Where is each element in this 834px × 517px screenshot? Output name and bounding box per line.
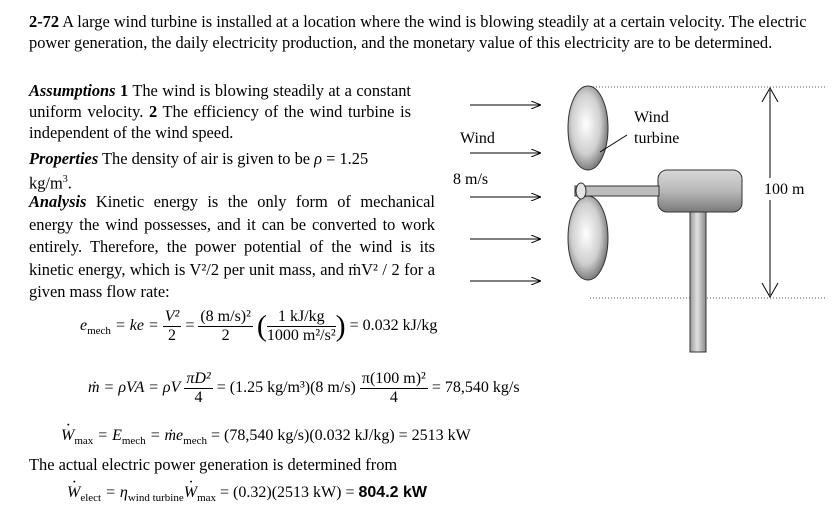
mdot-lhs: ṁ = ρVA = ρV <box>88 379 181 397</box>
welect-equation <box>67 484 427 504</box>
welect-eta-sub: wind turbine <box>127 492 184 504</box>
assumptions-label: Assumptions <box>29 81 116 100</box>
properties-text-c: . <box>67 173 72 193</box>
properties-label: Properties <box>29 149 99 168</box>
welect-w-sub: max <box>197 492 217 504</box>
problem-text: A large wind turbine is installed at a location where the wind is blowing steadily at a certain velocity. The electric power generation, the daily electricity production, and the monetary value of this electricity are to be determined. <box>29 12 807 52</box>
turbine-label-line-2: turbine <box>634 130 680 147</box>
properties-text-a: The density of air is given to be <box>102 149 315 168</box>
welect-eta: = η <box>101 484 128 501</box>
wmax-mid2-sub: mech <box>183 435 207 447</box>
actual-generation-intro: The actual electric power generation is determined from <box>29 455 398 474</box>
emech-lhs-sub: mech <box>87 325 111 338</box>
assumption-2-number: 2 <box>148 102 158 121</box>
assumption-1-number: 1 <box>120 81 129 100</box>
diameter-label: 100 m <box>764 181 805 198</box>
wind-label: Wind <box>460 130 495 147</box>
mdot-equation <box>88 370 520 407</box>
nacelle <box>658 170 742 212</box>
assumption-2-text: The efficiency of the wind turbine is independent of the wind speed. <box>29 102 412 142</box>
hub <box>576 183 586 199</box>
analysis-label: Analysis <box>29 192 87 211</box>
wind-speed-label: 8 m/s <box>453 171 489 188</box>
emech-equation: $e_{mech}$ = ke = $\frac{\text{V²}}{2}$ = $\frac{\text{(8 m/s)²}}{2}$ ( $\frac{1 kJ/kg}{\text{1000 m²/s²}}$ ) = 0.032 kJ/kg <box>80 308 438 344</box>
turbine-label-line-1: Wind <box>634 109 669 126</box>
welect-w: W · <box>184 484 197 502</box>
welect-lhs: W · <box>67 484 80 502</box>
emech-fraction-1: $\frac{\text{V²}}{2}$ <box>164 308 180 344</box>
mdot-fraction-2: $\frac{\text{π(100 m)²}}{4}$ <box>361 370 426 406</box>
wmax-mid1: = E <box>93 427 122 444</box>
properties-exponent: 3 <box>62 174 68 185</box>
wmax-lhs: W · <box>61 427 74 445</box>
welect-answer: 804.2 kW <box>358 484 427 501</box>
emech-result: = 0.032 kJ/kg <box>349 317 438 335</box>
welect-mid: = (0.32)(2513 kW) = <box>216 484 359 501</box>
emech-fraction-2: $\frac{\text{(8 m/s)²}}{2}$ <box>200 308 251 344</box>
analysis-text: Kinetic energy is the only form of mechanical energy the wind possesses, and it can be converted to work entirely. Therefore, the power potential of the wind is its kinetic energy, which is V²/2 per unit mass, and ṁV² / 2 for a given mass flow rate: <box>29 192 435 301</box>
rho-symbol: ρ <box>314 149 323 168</box>
mdot-result: = 78,540 kg/s <box>431 379 520 397</box>
wmax-lhs-sub: max <box>74 435 94 447</box>
properties-block <box>29 148 414 193</box>
shaft <box>575 186 659 196</box>
wmax-mid1-sub: mech <box>121 435 146 447</box>
wmax-result: = (78,540 kg/s)(0.032 kJ/kg) = 2513 kW <box>206 427 471 444</box>
lower-blade <box>568 196 608 280</box>
assumptions-block <box>29 80 411 143</box>
properties-text-b: = 1.25 kg/m <box>29 149 369 193</box>
mdot-fraction-1: $\frac{\text{πD²}}{4}$ <box>186 370 211 406</box>
wind-turbine-figure <box>440 80 830 355</box>
emech-eq1: = ke = <box>110 317 163 335</box>
assumption-1-text: The wind is blowing steadily at a constant uniform velocity. <box>29 81 411 121</box>
mdot-mid: = (1.25 kg/m³)(8 m/s) <box>216 379 356 397</box>
wmax-mid2: = ṁe <box>145 427 184 444</box>
emech-lhs: e <box>80 317 88 335</box>
problem-statement <box>29 11 819 53</box>
upper-blade <box>568 86 608 170</box>
analysis-block <box>29 191 435 304</box>
problem-number: 2-72 <box>29 12 60 31</box>
emech-fraction-3: $\frac{1 kJ/kg}{\text{1000 m²/s²}}$ <box>266 308 336 344</box>
wmax-equation <box>61 427 471 447</box>
tower <box>690 210 706 352</box>
welect-lhs-sub: elect <box>80 492 102 504</box>
